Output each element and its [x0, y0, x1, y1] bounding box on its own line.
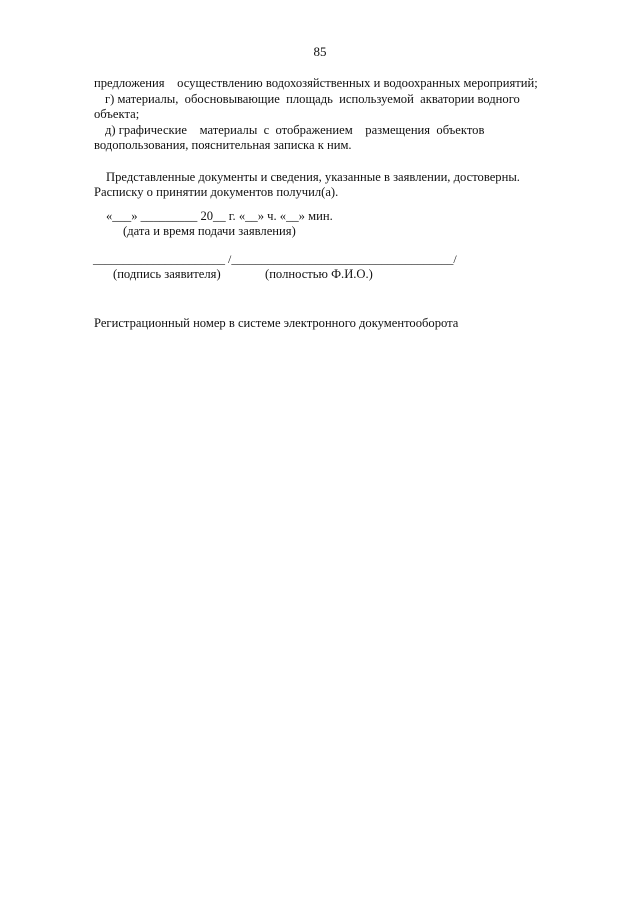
date-time-line: «___» _________ 20__ г. «__» ч. «__» мин.: [106, 209, 333, 223]
list-item-g-line-1: г) материалы, обосновывающие площадь используемой акватории водного: [105, 92, 520, 106]
signature-caption: (подпись заявителя): [113, 267, 221, 281]
page-number: 85: [313, 44, 327, 59]
date-time-caption: (дата и время подачи заявления): [123, 224, 296, 238]
list-item-g-line-2: объекта;: [94, 107, 140, 121]
statement-line-1: Представленные документы и сведения, указанные в заявлении, достоверны.: [106, 170, 520, 184]
registration-number-label: Регистрационный номер в системе электронного документооборота: [94, 316, 459, 330]
list-item-d-line-2: водопользования, пояснительная записка к ним.: [94, 138, 352, 152]
list-item-d-line-1: д) графические материалы с отображением размещения объектов: [105, 123, 485, 137]
paragraph-line: предложения осуществлению водохозяйственных и водоохранных мероприятий;: [94, 76, 538, 90]
full-name-caption: (полностью Ф.И.О.): [265, 267, 373, 281]
statement-line-2: Расписку о принятии документов получил(а).: [94, 185, 339, 199]
signature-line: ______________________ /_____________________________________/: [93, 252, 457, 266]
